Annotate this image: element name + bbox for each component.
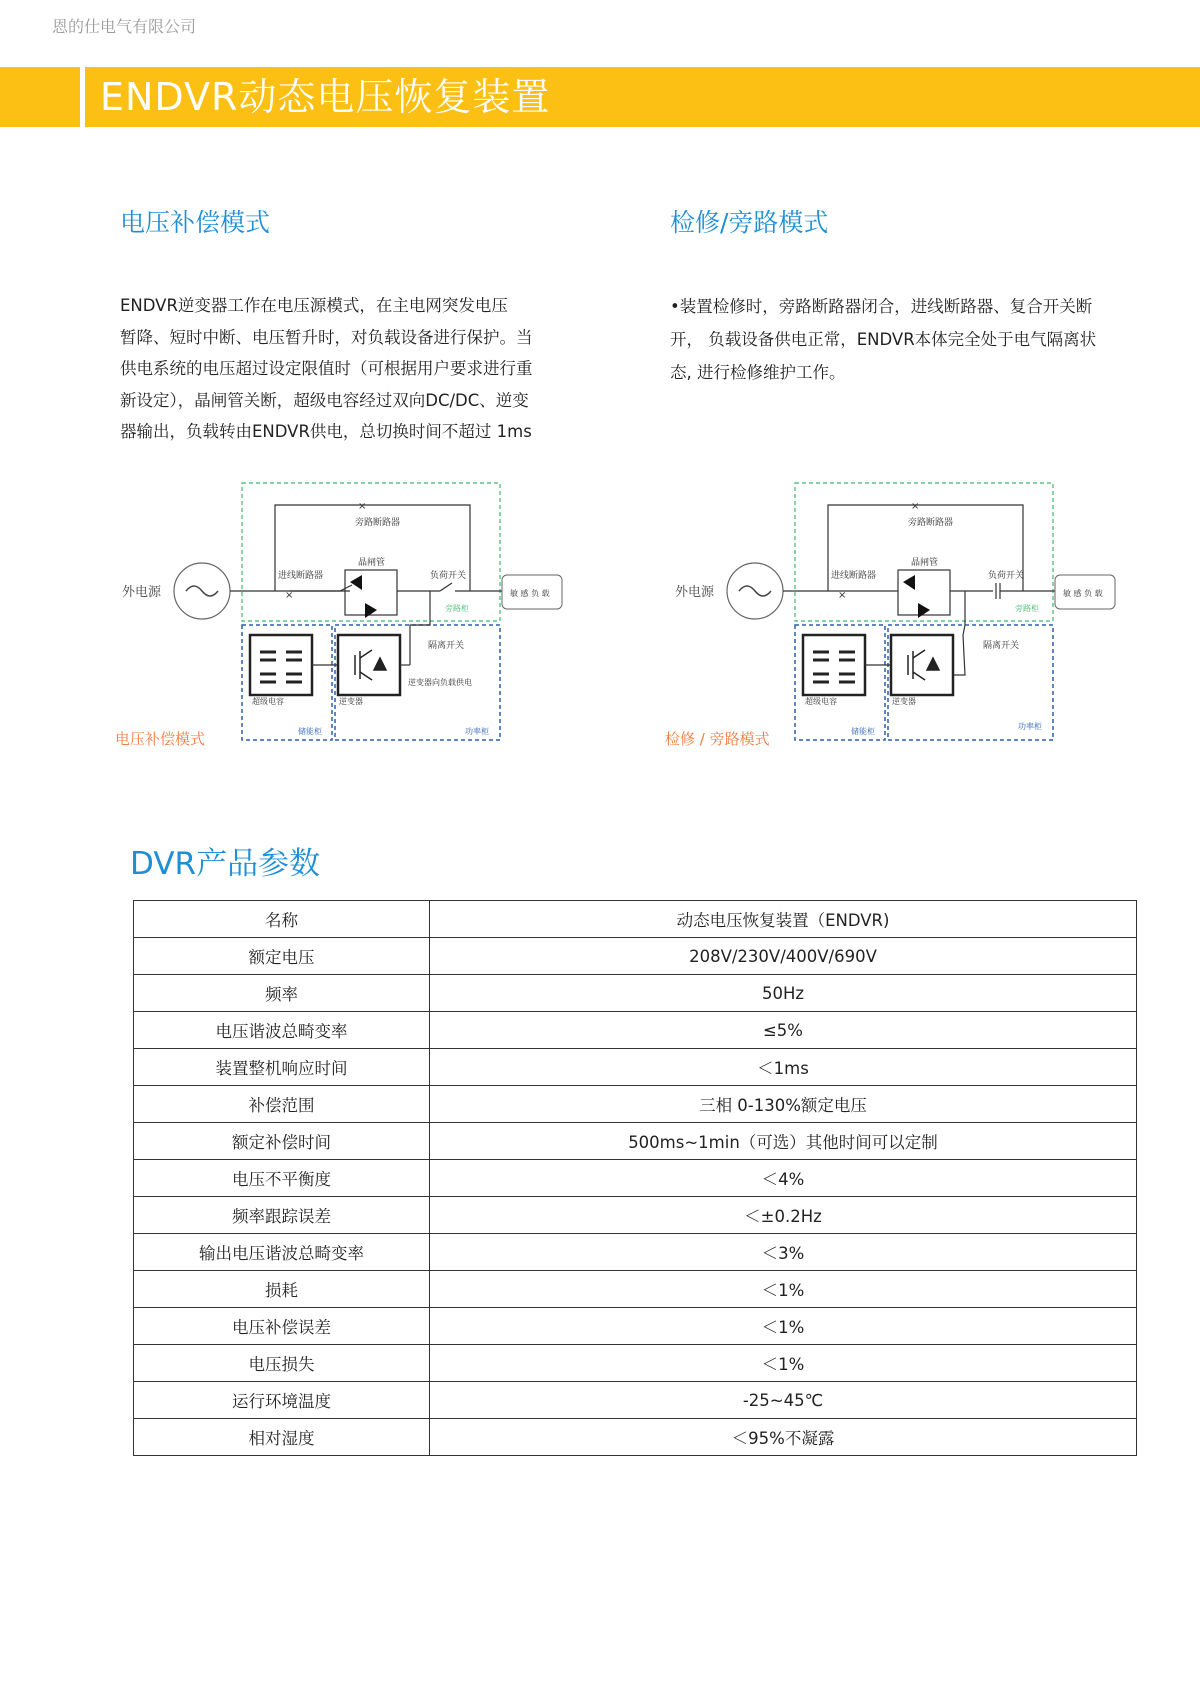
breaker-x-icon: × [285, 590, 294, 601]
table-row [134, 938, 1137, 975]
maintenance-bypass-description [670, 290, 1096, 389]
table-row [134, 1234, 1137, 1271]
description-line: 供电系统的电压超过设定限值时（可根据用户要求进行重 [120, 359, 533, 378]
power-cabinet-label: 功率柜 [465, 727, 489, 736]
table-row [134, 975, 1137, 1012]
table-row [134, 1271, 1137, 1308]
param-value: 动态电压恢复装置（ENDVR) [430, 901, 1137, 938]
table-row [134, 1382, 1137, 1419]
params-title: DVR产品参数 [130, 846, 321, 882]
param-name: 装置整机响应时间 [134, 1049, 430, 1086]
param-value: 208V/230V/400V/690V [430, 938, 1137, 975]
param-value: ＜1% [430, 1271, 1137, 1308]
description-line: 新设定），晶闸管关断，超级电容经过双向DC/DC、逆变 [120, 390, 529, 410]
param-value: 50Hz [430, 975, 1137, 1012]
supercap-label: 超级电容 [805, 697, 837, 706]
table-row [134, 1345, 1137, 1382]
thyristor-icon [350, 575, 362, 590]
supercap-box [250, 635, 312, 695]
param-value: 三相 0-130%额定电压 [430, 1086, 1137, 1123]
bypass-cabinet-label: 旁路柜 [1015, 604, 1039, 613]
voltage-compensation-description [120, 290, 533, 448]
param-name: 运行环境温度 [134, 1382, 430, 1419]
external-source-label: 外电源 [675, 585, 715, 600]
incoming-breaker-label: 进线断路器 [278, 571, 324, 581]
external-source-label: 外电源 [122, 585, 162, 600]
supercap-label: 超级电容 [252, 697, 284, 706]
power-cabinet-label: 功率柜 [1018, 722, 1042, 731]
breaker-x-icon: × [838, 590, 847, 601]
igbt-icon [908, 650, 939, 680]
sensitive-load-label: 敏 感 负 载 [510, 589, 550, 598]
isolation-switch-label: 隔离开关 [983, 641, 1020, 651]
bypass-cabinet-frame [795, 483, 1053, 621]
supercap-box [803, 635, 865, 695]
inverter-supply-label: 逆变器向负载供电 [408, 678, 472, 687]
table-row [134, 1012, 1137, 1049]
bypass-breaker-label: 旁路断路器 [908, 518, 954, 528]
param-name: 输出电压谐波总畸变率 [134, 1234, 430, 1271]
bypass-breaker-label: 旁路断路器 [355, 518, 401, 528]
param-value: ＜95%不凝露 [430, 1419, 1137, 1456]
param-value: ＜±0.2Hz [430, 1197, 1137, 1234]
load-switch-label: 负荷开关 [988, 571, 1025, 581]
load-switch-icon [440, 583, 452, 591]
table-row [134, 1123, 1137, 1160]
capacitor-icon [813, 652, 855, 682]
mode-label: 电压补偿模式 [115, 730, 206, 748]
param-value: ＜1ms [430, 1049, 1137, 1086]
incoming-breaker-label: 进线断路器 [831, 571, 877, 581]
param-name: 频率 [134, 975, 430, 1012]
description-line: •装置检修时，旁路断路器闭合，进线断路器、复合开关断 [670, 297, 1093, 316]
param-value: ＜4% [430, 1160, 1137, 1197]
thyristor-icon [918, 603, 930, 618]
svg-text:×: × [911, 501, 920, 512]
storage-cabinet-label: 储能柜 [851, 727, 875, 736]
inverter-label: 逆变器 [892, 697, 916, 706]
param-name: 电压补偿误差 [134, 1308, 430, 1345]
bypass-cabinet-frame [242, 483, 500, 621]
inverter-label: 逆变器 [339, 697, 363, 706]
param-value: ＜1% [430, 1345, 1137, 1382]
description-line: 开， 负载设备供电正常，ENDVR本体完全处于电气隔离状 [670, 330, 1097, 349]
voltage-compensation-diagram [110, 475, 600, 755]
param-name: 频率跟踪误差 [134, 1197, 430, 1234]
company-name: 恩的仕电气有限公司 [52, 17, 197, 36]
isolation-switch-label: 隔离开关 [428, 641, 465, 651]
capacitor-icon [260, 652, 302, 682]
banner-divider [80, 67, 85, 127]
sine-wave-icon [739, 586, 771, 596]
table-row [134, 1049, 1137, 1086]
description-line: 暂降、短时中断、电压暂升时，对负载设备进行保护。当 [120, 327, 533, 347]
param-value: 500ms~1min（可选）其他时间可以定制 [430, 1123, 1137, 1160]
description-line: 态, 进行检修维护工作。 [670, 363, 846, 382]
table-row [134, 1419, 1137, 1456]
voltage-compensation-title: 电压补偿模式 [120, 208, 271, 237]
table-row [134, 1308, 1137, 1345]
thyristor-icon [365, 603, 377, 618]
param-name: 电压不平衡度 [134, 1160, 430, 1197]
inverter-box [891, 635, 953, 695]
igbt-icon [355, 650, 386, 680]
table-row [134, 901, 1137, 938]
param-name: 额定电压 [134, 938, 430, 975]
thyristor-icon [903, 575, 915, 590]
param-value: -25~45℃ [430, 1382, 1137, 1419]
param-name: 电压损失 [134, 1345, 430, 1382]
bypass-cabinet-label: 旁路柜 [445, 604, 469, 613]
param-name: 相对湿度 [134, 1419, 430, 1456]
storage-cabinet-label: 储能柜 [298, 727, 322, 736]
table-row [134, 1197, 1137, 1234]
param-name: 电压谐波总畸变率 [134, 1012, 430, 1049]
param-name: 补偿范围 [134, 1086, 430, 1123]
sine-wave-icon [186, 586, 218, 596]
page-title: ENDVR动态电压恢复装置 [100, 75, 551, 119]
param-value: ＜3% [430, 1234, 1137, 1271]
params-table [133, 900, 1137, 1456]
description-line: ENDVR逆变器工作在电压源模式，在主电网突发电压 [120, 296, 508, 315]
param-value: ≤5% [430, 1012, 1137, 1049]
maintenance-bypass-title: 检修/旁路模式 [670, 208, 829, 237]
load-switch-label: 负荷开关 [430, 571, 467, 581]
param-name: 名称 [134, 901, 430, 938]
table-row [134, 1160, 1137, 1197]
description-line: 器输出，负载转由ENDVR供电，总切换时间不超过 1ms [120, 422, 532, 441]
param-value: ＜1% [430, 1308, 1137, 1345]
svg-text:×: × [358, 501, 367, 512]
table-row [134, 1086, 1137, 1123]
thyristor-label: 晶闸管 [911, 558, 939, 568]
mode-label: 检修 / 旁路模式 [665, 730, 770, 748]
param-name: 损耗 [134, 1271, 430, 1308]
param-name: 额定补偿时间 [134, 1123, 430, 1160]
sensitive-load-label: 敏 感 负 载 [1063, 589, 1103, 598]
thyristor-label: 晶闸管 [358, 558, 386, 568]
maintenance-bypass-diagram [663, 475, 1153, 755]
inverter-box [338, 635, 400, 695]
